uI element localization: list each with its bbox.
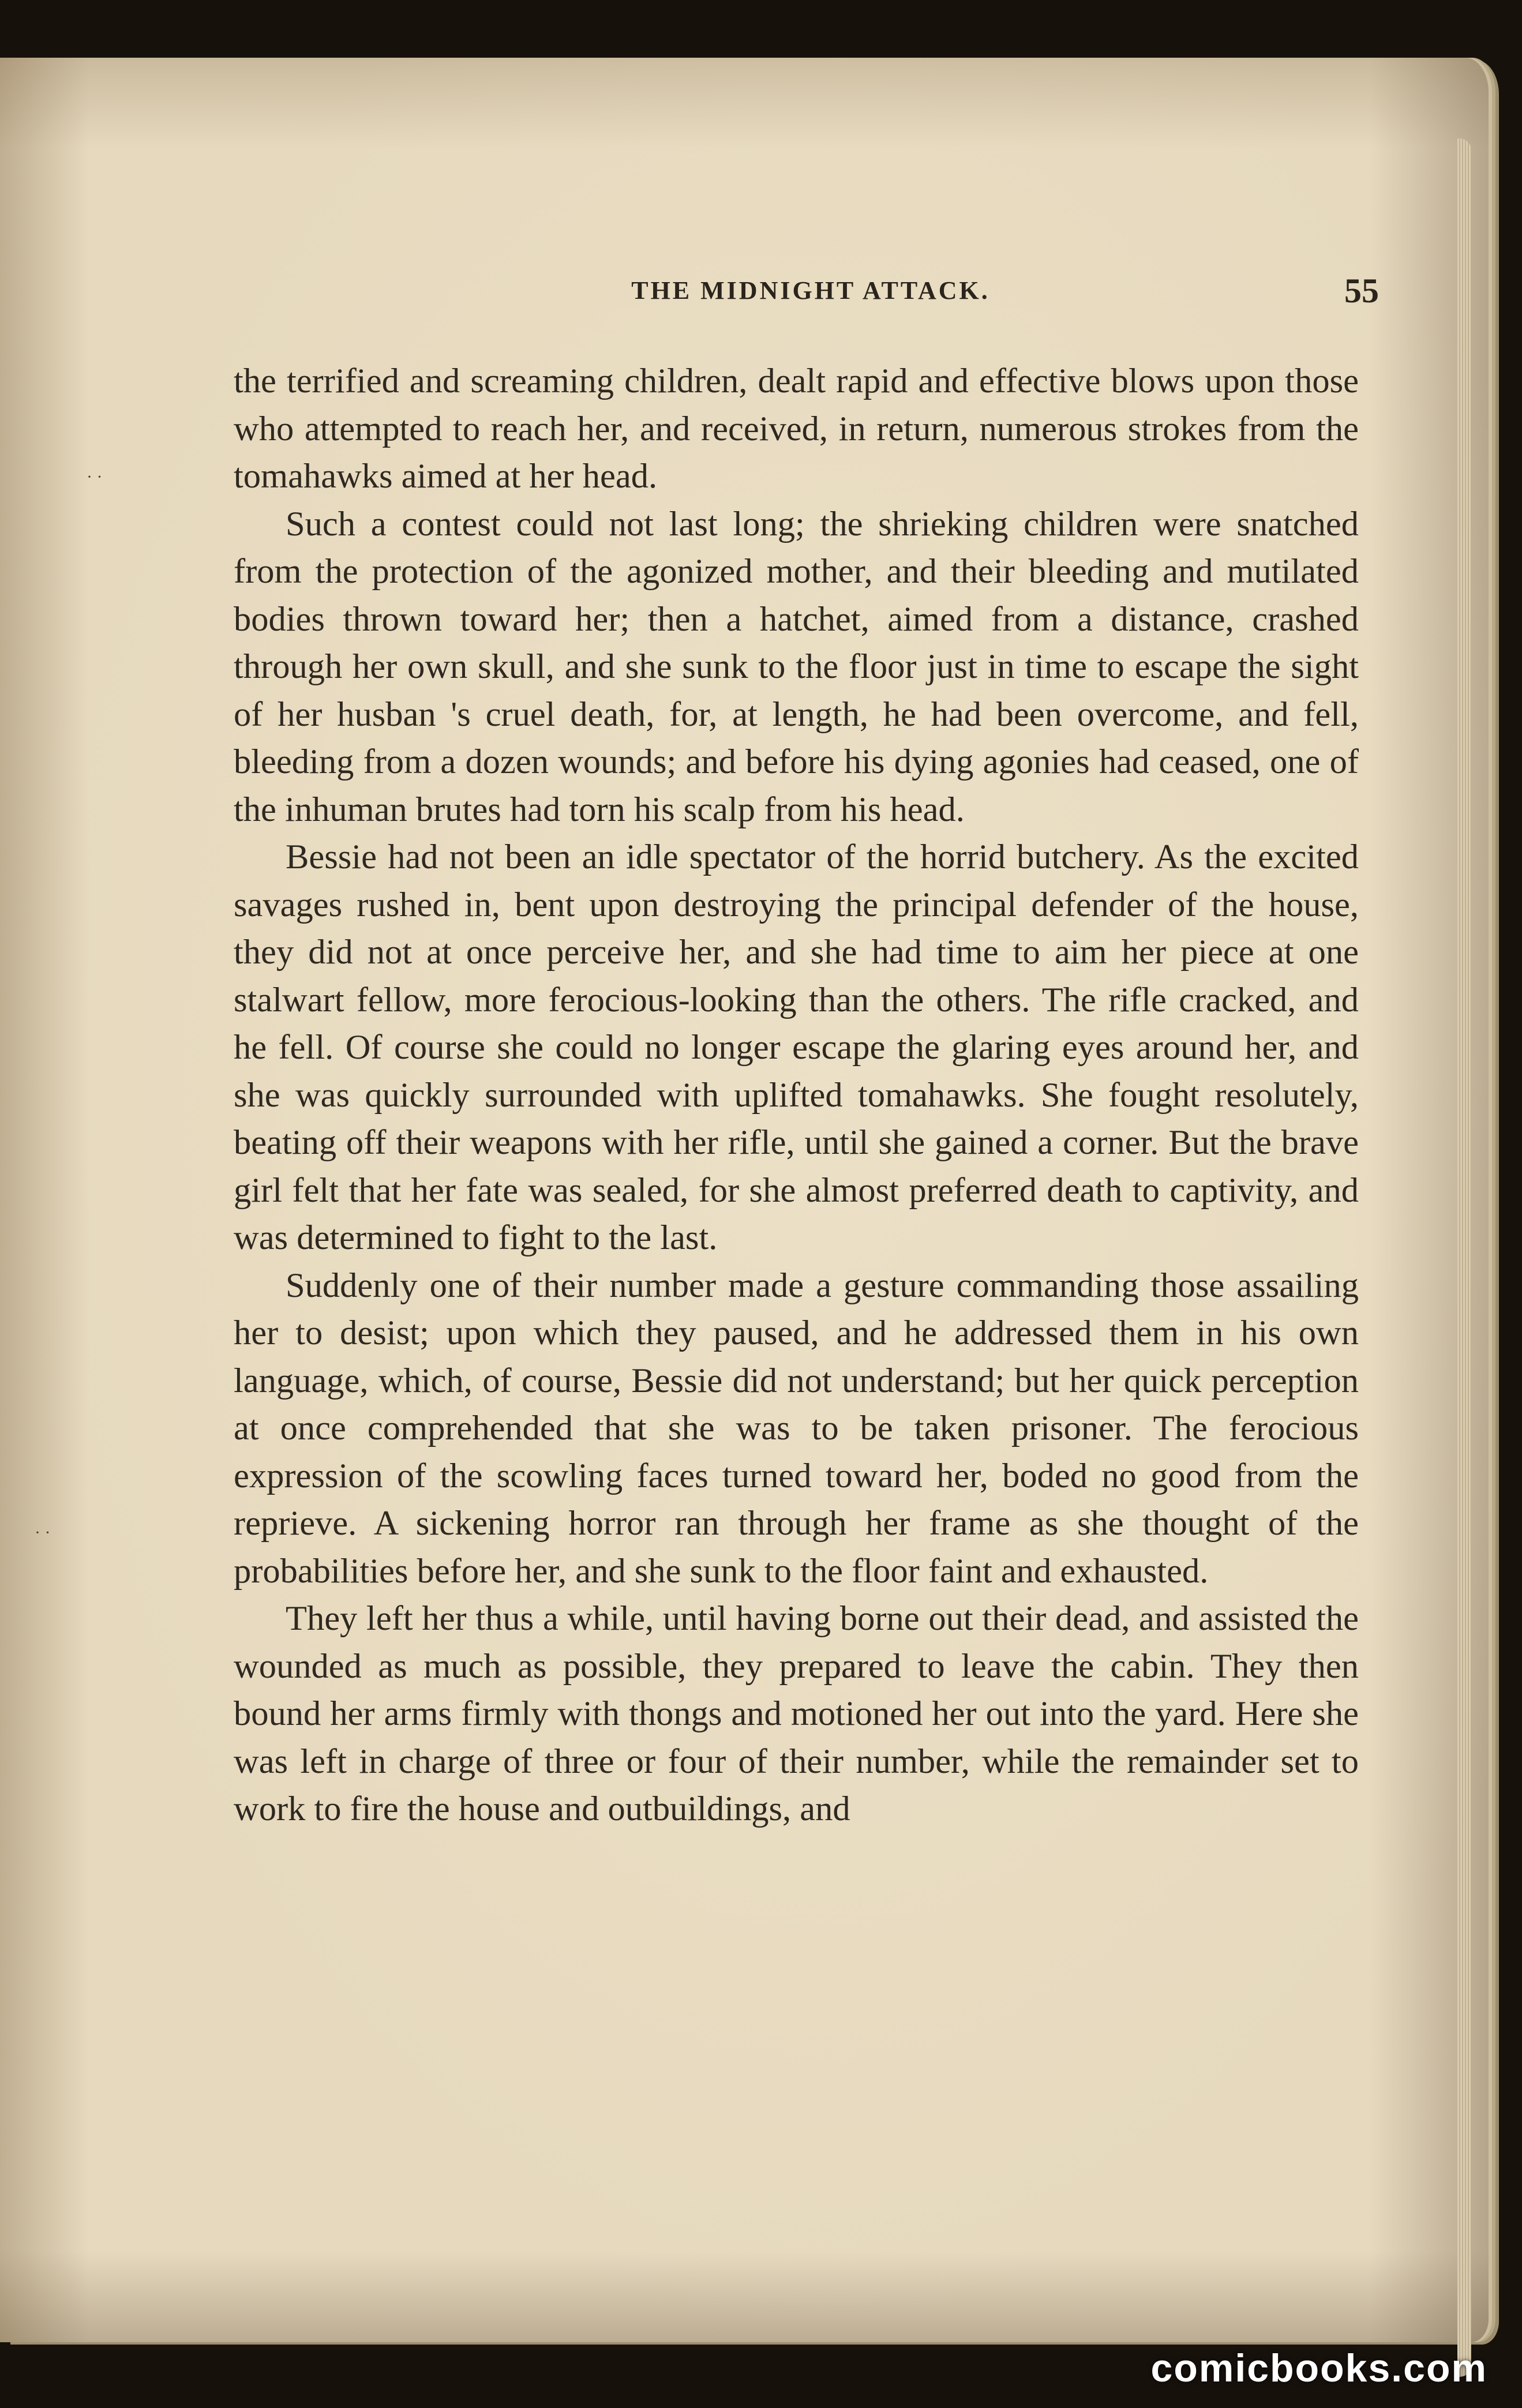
paragraph-4: Suddenly one of their number made a gesture commanding those assailing her to desist; upon which they paused, and he addressed them in his own language, which, of course, Bessie did not understand; but her quick perception at once comprehended that she was to be taken prisoner. The ferocious expression of the scowling faces turned toward her, boded no good from the reprieve. A sickening horror ran through her frame as she thought of the probabilities before her, and she sunk to the floor faint and exhausted. [234, 1266, 1359, 1591]
paragraph-3: Bessie had not been an idle spectator of the horrid butchery. As the excited savages rushed in, bent upon destroying the principal defender of the house, they did not at once perceive her, and she had time to aim her piece at one stalwart fellow, more ferocious-looking than the others. The rifle cracked, and he fell. Of course she could no longer escape the glaring eyes around her, and she was quickly surrounded with uplifted tomahawks. She fought resolutely, beating off their weapons with her rifle, until she gained a corner. But the brave girl felt that her fate was sealed, for she almost preferred death to captivity, and was determined to fight to the last. [234, 838, 1359, 1257]
book-page [0, 58, 1489, 2342]
paragraph-5: They left her thus a while, until having borne out their dead, and assisted the wounded as much as possible, they prepared to leave the cabin. They then bound her arms firmly with thongs and motioned her out into the yard. Here she was left in charge of three or four of their number, while the remainder set to work to fire the house and outbuildings, and [234, 1599, 1359, 1828]
paragraph-2: Such a contest could not last long; the shrieking children were snatched from the protection of the agonized mother, and their bleeding and mutilated bodies thrown toward her; then a hatchet, aimed from a distance, crashed through her own skull, and she sunk to the floor just in time to escape the sight of her husban 's cruel death, for, at length, he had been overcome, and fell, bleeding from a dozen wounds; and before his dying agonies had ceased, one of the inhuman brutes had torn his scalp from his head. [234, 504, 1359, 829]
paragraph-1: the terrified and screaming children, dealt rapid and effective blows upon those who attempted to reach her, and received, in return, numerous strokes from the tomahawks aimed at her head. [234, 362, 1359, 496]
margin-mark-upper: · · [87, 467, 103, 486]
margin-mark-lower: · · [35, 1523, 51, 1542]
page-number: 55 [1344, 272, 1379, 310]
watermark: comicbooks.com [1150, 2346, 1487, 2390]
running-title: THE MIDNIGHT ATTACK. [631, 276, 990, 305]
body-text [234, 358, 1359, 1833]
running-head [242, 271, 1379, 323]
page-edge-stack [1457, 138, 1471, 2377]
